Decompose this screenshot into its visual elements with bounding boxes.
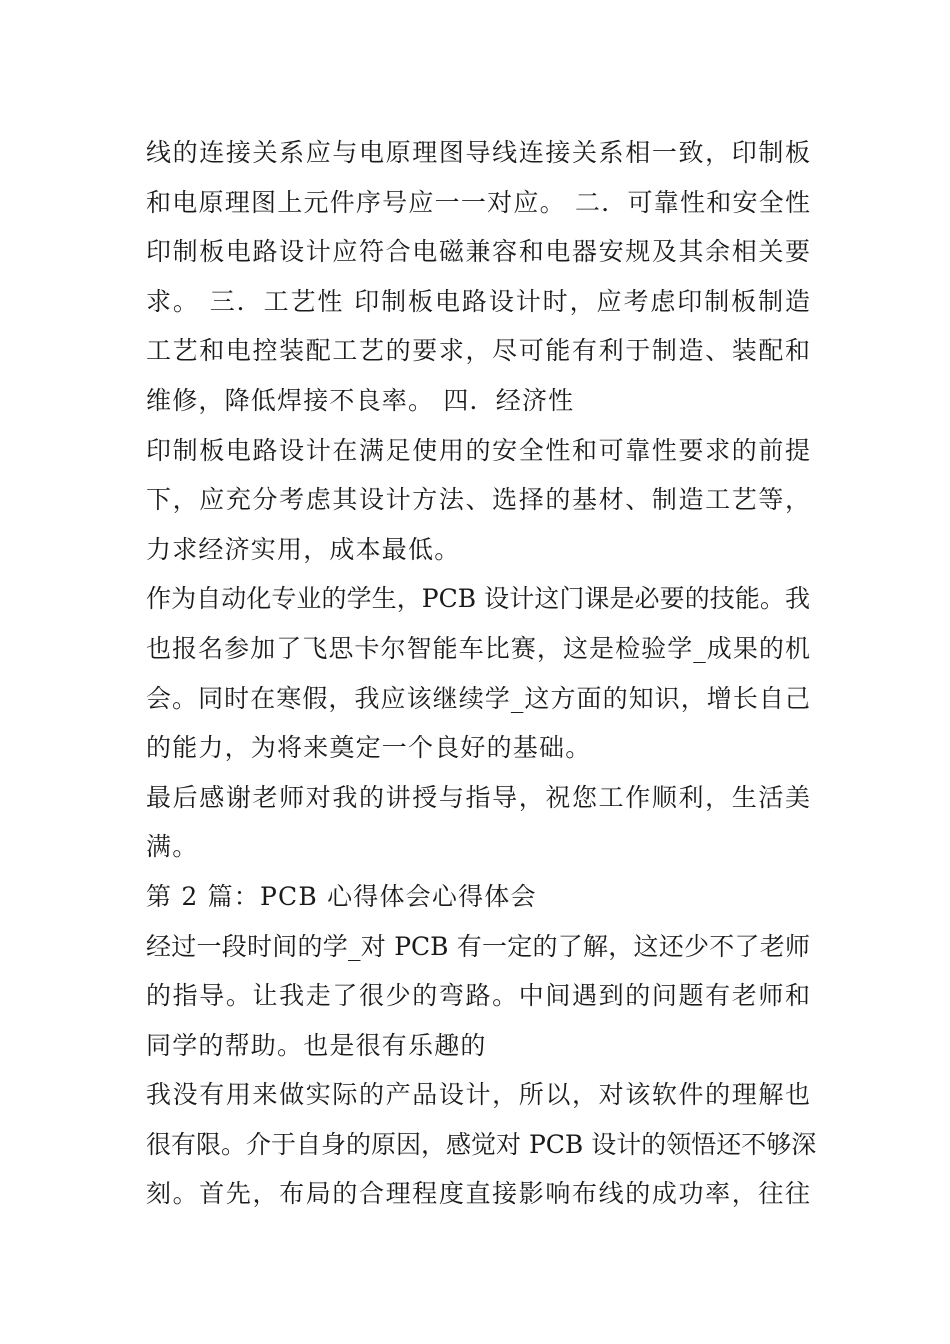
text-line: 下，应充分考虑其设计方法、选择的基材、制造工艺等， (146, 485, 810, 515)
text-line: 也报名参加了飞思卡尔智能车比赛，这是检验学_成果的机 (146, 633, 810, 663)
text-line: 同学的帮助。也是很有乐趣的 (146, 1030, 487, 1060)
text-line: 力求经济实用，成本最低。 (146, 534, 461, 564)
text-line: 满。 (146, 832, 199, 862)
text-line: 印制板电路设计应符合电磁兼容和电器安规及其余相关要 (146, 237, 810, 267)
text-line: 线的连接关系应与电原理图导线连接关系相一致，印制板 (146, 138, 810, 167)
text-line: 求。 三．工艺性 印制板电路设计时，应考虑印制板制造 (146, 286, 810, 316)
text-line: 作为自动化专业的学生，PCB 设计这门课是必要的技能。我 (146, 584, 810, 614)
text-line: 印制板电路设计在满足使用的安全性和可靠性要求的前提 (146, 435, 810, 465)
text-line: 经过一段时间的学_对 PCB 有一定的了解，这还少不了老师 (146, 931, 810, 961)
document-body (146, 128, 817, 1219)
text-line: 的指导。让我走了很少的弯路。中间遇到的问题有老师和 (146, 981, 810, 1011)
text-line: 很有限。介于自身的原因，感觉对 PCB 设计的领悟还不够深 (146, 1129, 817, 1159)
text-line: 维修，降低焊接不良率。 四．经济性 (146, 385, 575, 415)
section-heading: 第 2 篇：PCB 心得体会心得体会 (146, 881, 537, 911)
text-line: 刻。首先，布局的合理程度直接影响布线的成功率，往往 (146, 1179, 810, 1209)
text-line: 工艺和电控装配工艺的要求，尽可能有利于制造、装配和 (146, 336, 810, 366)
text-line: 和电原理图上元件序号应一一对应。 二．可靠性和安全性 (146, 187, 810, 217)
text-line: 最后感谢老师对我的讲授与指导，祝您工作顺利，生活美 (146, 782, 810, 812)
text-line: 我没有用来做实际的产品设计，所以，对该软件的理解也 (146, 1080, 810, 1110)
text-line: 的能力，为将来奠定一个良好的基础。 (146, 733, 592, 763)
text-line: 会。同时在寒假，我应该继续学_这方面的知识，增长自己 (146, 683, 810, 713)
